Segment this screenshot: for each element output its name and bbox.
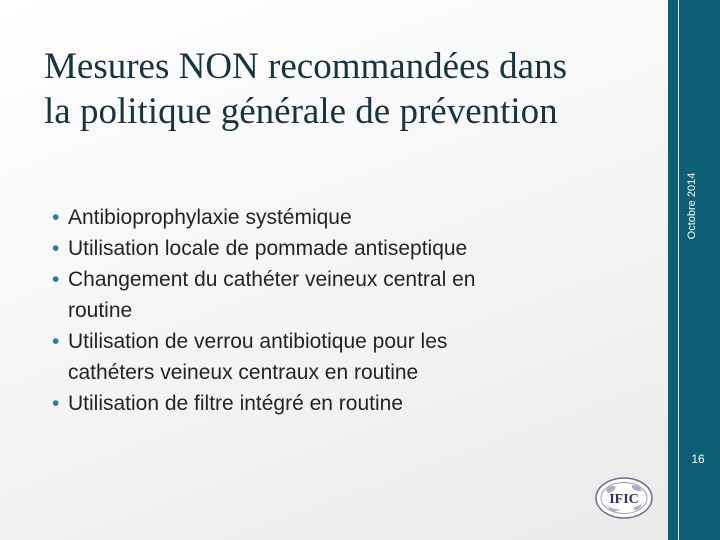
logo-text: IFIC [609,492,639,507]
bullet-text: • Changement du cathéter veineux central en [68,268,476,291]
bullet-item [52,388,612,419]
bullet-item [52,233,612,264]
bullet-text: • Utilisation locale de pommade antiseptique [68,237,468,260]
bullet-list [52,202,612,419]
bullet-text: • Utilisation de verrou antibiotique pour les [68,330,448,353]
sidebar-divider [678,0,679,540]
slide-title [44,44,644,134]
slide-title-line: Mesures NON recommandées dans [44,46,567,87]
bullet-text: cathéters veineux centraux en routine [68,361,419,384]
slide-date: Octobre 2014 [686,172,698,240]
bullet-item [52,264,612,326]
page-number: 16 [691,452,705,466]
bullet-text: routine [68,299,133,322]
ific-logo-icon [594,476,654,520]
bullet-item [52,326,612,388]
slide-title-line: la politique générale de prévention [44,91,558,132]
bullet-text: • Utilisation de filtre intégré en routine [68,392,404,415]
bullet-text: • Antibioprophylaxie systémique [68,206,352,229]
bullet-item [52,202,612,233]
